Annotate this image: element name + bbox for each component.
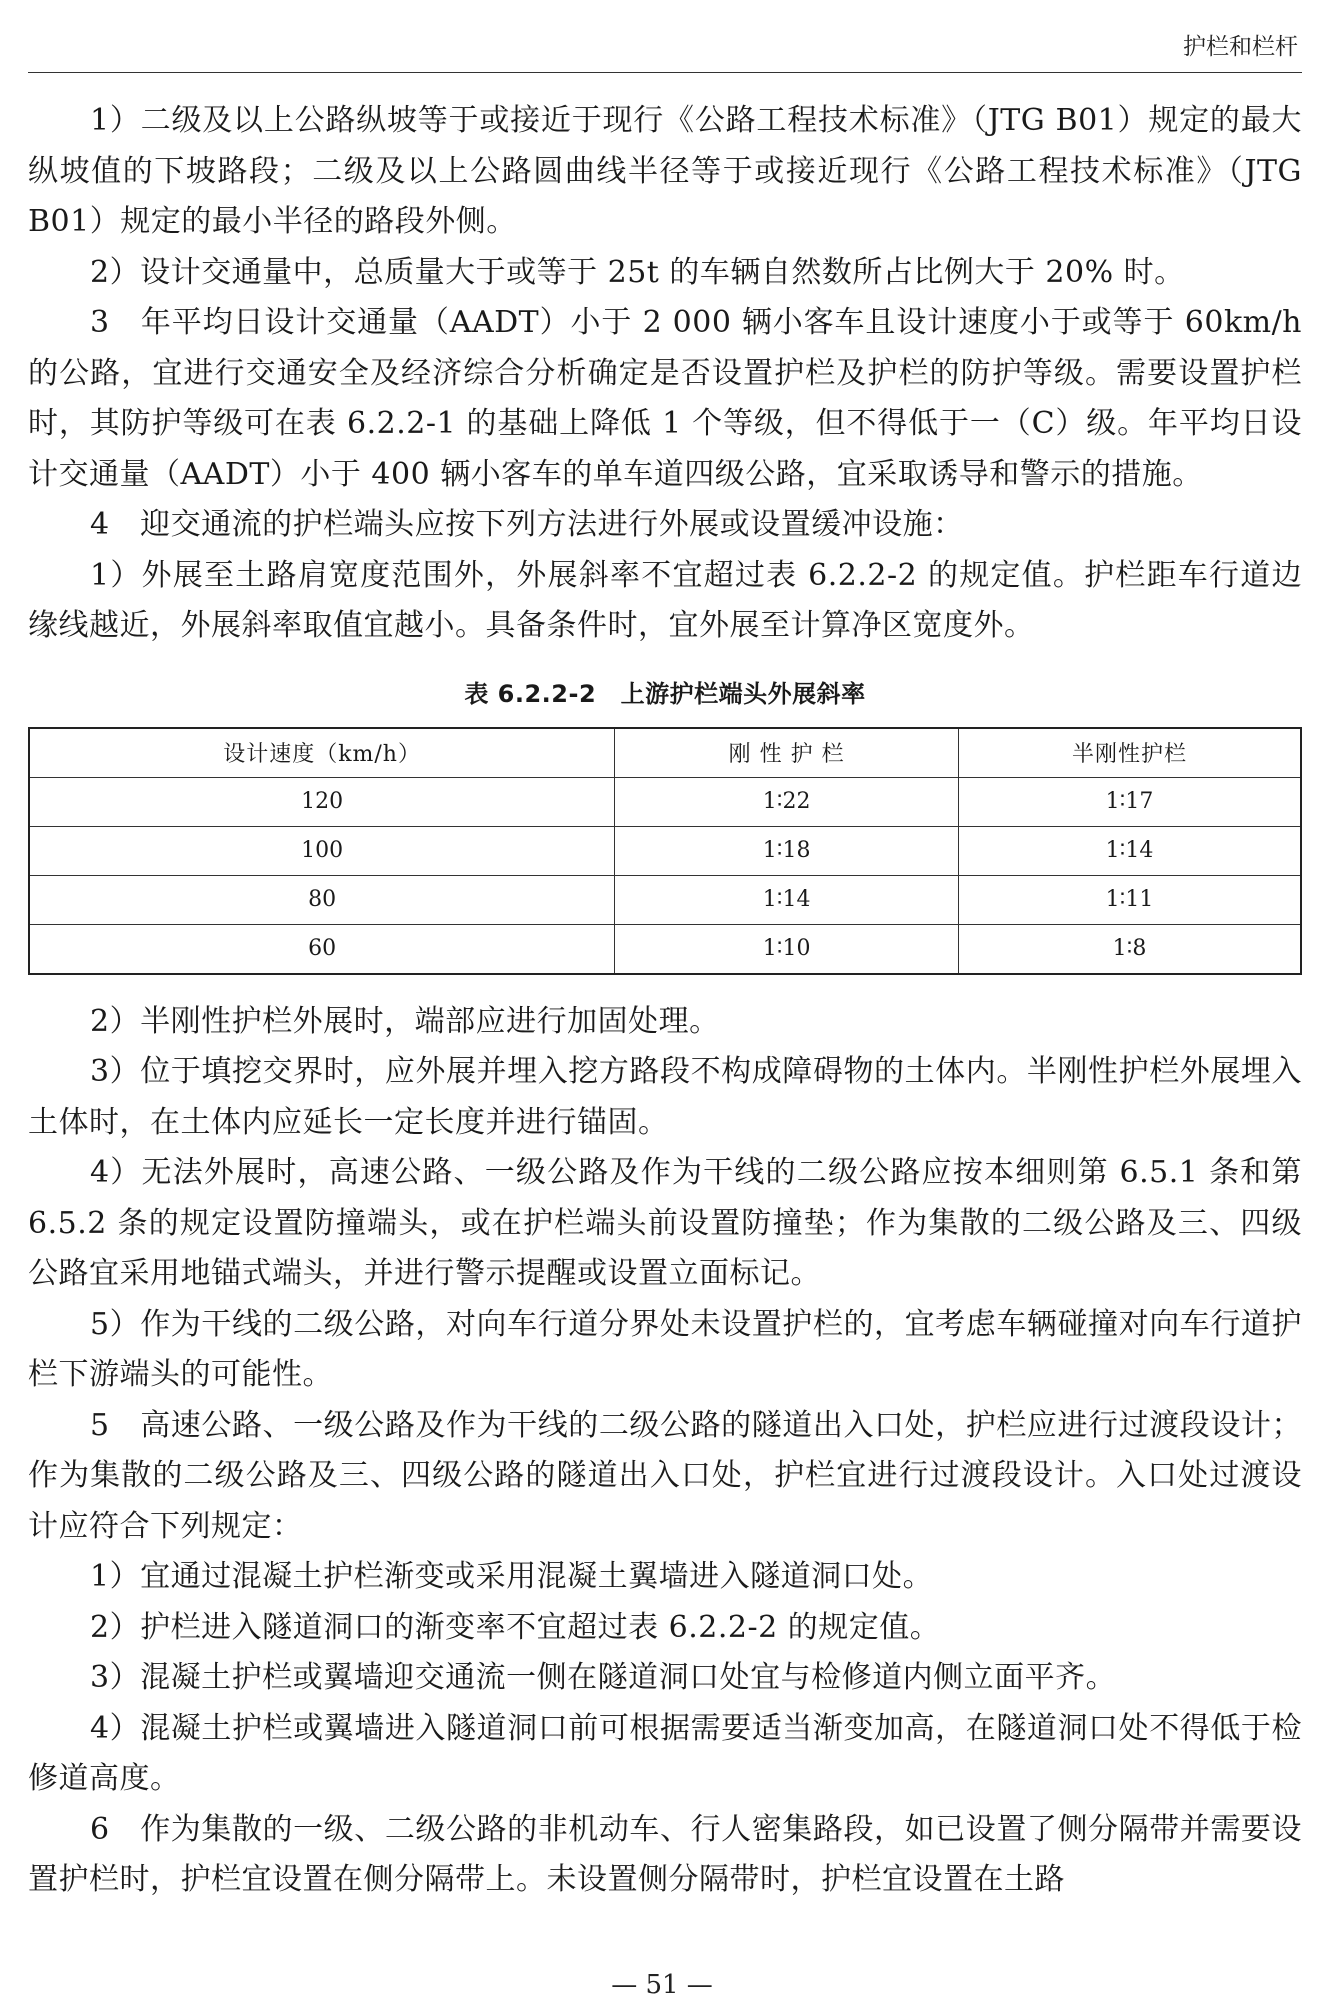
table-cell: 1∶18	[615, 826, 959, 875]
table-header-cell: 半刚性护栏	[959, 728, 1301, 778]
table-cell: 120	[29, 777, 615, 826]
page-number: — 51 —	[611, 1970, 713, 2000]
table-row	[29, 875, 1301, 924]
table-row	[29, 924, 1301, 974]
table-header-cell: 刚 性 护 栏	[615, 728, 959, 778]
table-header-cell: 设计速度（km/h）	[29, 728, 615, 778]
table-cell: 1∶14	[959, 826, 1301, 875]
table-header-row	[29, 728, 1301, 778]
table-cell: 1∶14	[615, 875, 959, 924]
paragraph: 2）设计交通量中，总质量大于或等于 25t 的车辆自然数所占比例大于 20% 时。	[90, 254, 1185, 290]
paragraph: 2）半刚性护栏外展时，端部应进行加固处理。	[90, 1003, 720, 1039]
paragraph: 4）混凝土护栏或翼墙进入隧道洞口前可根据需要适当渐变加高，在隧道洞口处不得低于检修道高度。	[28, 1710, 1302, 1796]
spec-table	[28, 727, 1302, 975]
table-cell: 1∶22	[615, 777, 959, 826]
table-row	[29, 777, 1301, 826]
page-content	[28, 96, 1302, 1906]
header-title: 护栏和栏杆	[1183, 34, 1298, 60]
table-cell: 1∶11	[959, 875, 1301, 924]
table-row	[29, 826, 1301, 875]
paragraph: 1）外展至土路肩宽度范围外，外展斜率不宜超过表 6.2.2-2 的规定值。护栏距车行道边缘线越近，外展斜率取值宜越小。具备条件时，宜外展至计算净区宽度外。	[28, 557, 1302, 643]
paragraph: 4）无法外展时，高速公路、一级公路及作为干线的二级公路应按本细则第 6.5.1 条和第 6.5.2 条的规定设置防撞端头，或在护栏端头前设置防撞垫；作为集散的二级公路及三、四级公路宜采用地锚式端头，并进行警示提醒或设置立面标记。	[28, 1155, 1302, 1291]
paragraph: 3 年平均日设计交通量（AADT）小于 2 000 辆小客车且设计速度小于或等于 60km/h 的公路，宜进行交通安全及经济综合分析确定是否设置护栏及护栏的防护等级。需要设置护栏时，其防护等级可在表 6.2.2-1 的基础上降低 1 个等级，但不得低于一（C）级。年平均日设计交通量（AADT）小于 400 辆小客车的单车道四级公路，宜采取诱导和警示的措施。	[28, 305, 1302, 492]
paragraph: 4 迎交通流的护栏端头应按下列方法进行外展或设置缓冲设施：	[90, 507, 964, 542]
paragraph: 3）混凝土护栏或翼墙迎交通流一侧在隧道洞口处宜与检修道内侧立面平齐。	[90, 1660, 1117, 1695]
paragraph: 6 作为集散的一级、二级公路的非机动车、行人密集路段，如已设置了侧分隔带并需要设置护栏时，护栏宜设置在侧分隔带上。未设置侧分隔带时，护栏宜设置在土路	[28, 1811, 1302, 1897]
table-cell: 100	[29, 826, 615, 875]
table-cell: 60	[29, 924, 615, 974]
table-cell: 1∶8	[959, 924, 1301, 974]
paragraph: 1）二级及以上公路纵坡等于或接近于现行《公路工程技术标准》（JTG B01）规定的最大纵坡值的下坡路段；二级及以上公路圆曲线半径等于或接近现行《公路工程技术标准》（JTG B01）规定的最小半径的路段外侧。	[28, 103, 1302, 239]
table-caption: 表 6.2.2-2 上游护栏端头外展斜率	[464, 679, 866, 708]
paragraph: 5 高速公路、一级公路及作为干线的二级公路的隧道出入口处，护栏应进行过渡段设计；作为集散的二级公路及三、四级公路的隧道出入口处，护栏宜进行过渡段设计。入口处过渡设计应符合下列规定：	[28, 1407, 1302, 1544]
table-cell: 1∶17	[959, 777, 1301, 826]
paragraph: 3）位于填挖交界时，应外展并埋入挖方路段不构成障碍物的土体内。半刚性护栏外展埋入土体时，在土体内应延长一定长度并进行锚固。	[28, 1054, 1302, 1140]
page-header	[28, 0, 1302, 73]
table-cell: 80	[29, 875, 615, 924]
paragraph: 1）宜通过混凝土护栏渐变或采用混凝土翼墙进入隧道洞口处。	[90, 1559, 934, 1594]
table-cell: 1∶10	[615, 924, 959, 974]
paragraph: 2）护栏进入隧道洞口的渐变率不宜超过表 6.2.2-2 的规定值。	[90, 1609, 941, 1645]
paragraph: 5）作为干线的二级公路，对向车行道分界处未设置护栏的，宜考虑车辆碰撞对向车行道护栏下游端头的可能性。	[28, 1306, 1302, 1392]
